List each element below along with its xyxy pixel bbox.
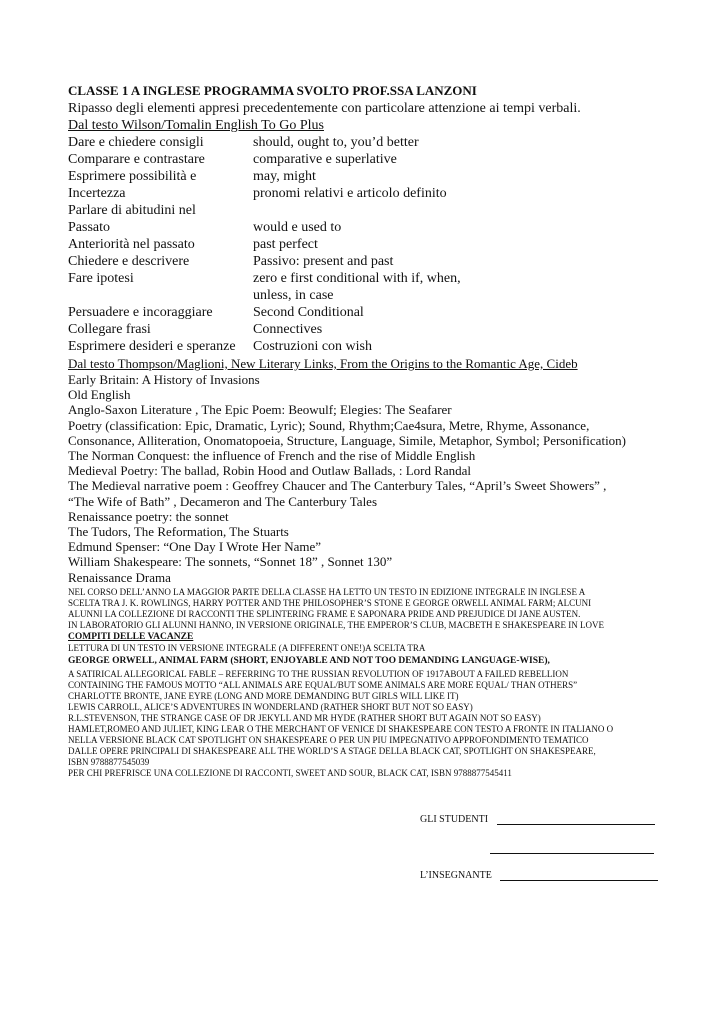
- signature-line: [497, 814, 655, 825]
- document-page: [68, 82, 668, 779]
- holiday-item: PER CHI PREFRISCE UNA COLLEZIONE DI RACCONTI, SWEET AND SOUR, BLACK CAT, ISBN 9788877545411: [68, 767, 512, 778]
- literature-item: Renaissance poetry: the sonnet: [68, 508, 229, 524]
- function-row: [68, 304, 668, 321]
- literature-item: Medieval Poetry: The ballad, Robin Hood and Outlaw Ballads, : Lord Randal: [68, 463, 472, 479]
- literature-item: The Medieval narrative poem : Geoffrey Chaucer and The Canterbury Tales, “April’s Sweet Showers” ,: [68, 478, 607, 494]
- grammar-topic: Connectives: [253, 322, 323, 337]
- grammar-topic: Passivo: present and past: [253, 254, 394, 269]
- intro-text: Ripasso degli elementi appresi precedentemente con particolare attenzione ai tempi verbali.: [68, 101, 581, 116]
- function-label: Comparare e contrastare: [68, 152, 205, 167]
- holiday-homework-heading: COMPITI DELLE VACANZE: [68, 631, 194, 642]
- grammar-topic: unless, in case: [253, 288, 334, 303]
- function-row: [68, 168, 668, 185]
- grammar-topic: pronomi relativi e articolo definito: [253, 186, 447, 201]
- function-label: Persuadere e incoraggiare: [68, 305, 213, 320]
- function-label: Collegare frasi: [68, 322, 151, 337]
- literature-item: William Shakespeare: The sonnets, “Sonnet 18” , Sonnet 130”: [68, 554, 393, 570]
- literature-item: Edmund Spenser: “One Day I Wrote Her Name”: [68, 539, 322, 555]
- section-heading-textbook: Dal testo Wilson/Tomalin English To Go Plus: [68, 118, 324, 133]
- holiday-item: R.L.STEVENSON, THE STRANGE CASE OF DR JEKYLL AND MR HYDE (RATHER SHORT BUT AGAIN NOT SO EASY): [68, 712, 541, 723]
- literature-item: The Tudors, The Reformation, The Stuarts: [68, 524, 289, 540]
- grammar-topic: comparative e superlative: [253, 152, 397, 167]
- function-row: [68, 202, 668, 219]
- holiday-item: CHARLOTTE BRONTE, JANE EYRE (LONG AND MORE DEMANDING BUT GIRLS WILL LIKE IT): [68, 690, 459, 701]
- function-row: [68, 338, 668, 355]
- literature-item: Old English: [68, 387, 131, 403]
- grammar-topic: Costruzioni con wish: [253, 339, 372, 354]
- literature-item: Consonance, Alliteration, Onomatopoeia, Structure, Language, Simile, Metaphor, Symbol; Personification): [68, 432, 627, 448]
- function-row: [68, 219, 668, 236]
- holiday-item: A SATIRICAL ALLEGORICAL FABLE – REFERRING TO THE RUSSIAN REVOLUTION OF 1917ABOUT A FAILED REBELLION: [68, 668, 569, 679]
- function-label: Dare e chiedere consigli: [68, 135, 204, 150]
- reading-notes: [68, 587, 668, 631]
- function-row: [68, 236, 668, 253]
- literature-item: “The Wife of Bath” , Decameron and The Canterbury Tales: [68, 493, 378, 509]
- section-heading-literature: Dal testo Thompson/Maglioni, New Literary Links, From the Origins to the Romantic Age, Cideb: [68, 356, 578, 371]
- function-label: Anteriorità nel passato: [68, 237, 195, 252]
- holiday-item: NELLA VERSIONE BLACK CAT SPOTLIGHT ON SHAKESPEARE O PER UN PIU IMPEGNATIVO APPROFONDIMENTO TEMATICO: [68, 734, 589, 745]
- teacher-signature: [420, 870, 658, 881]
- function-row: [68, 134, 668, 151]
- holiday-item: GEORGE ORWELL, ANIMAL FARM (SHORT, ENJOYABLE AND NOT TOO DEMANDING LANGUAGE-WISE),: [68, 655, 550, 666]
- literature-item: Renaissance Drama: [68, 569, 171, 585]
- holiday-item: DALLE OPERE PRINCIPALI DI SHAKESPEARE ALL THE WORLD’S A STAGE DELLA BLACK CAT, SPOTLIGHT ON SHAKESPEARE,: [68, 745, 596, 756]
- function-row: [68, 253, 668, 270]
- function-row: [68, 321, 668, 338]
- note-line: SCELTA TRA J. K. ROWLINGS, HARRY POTTER AND THE PHILOSOPHER’S STONE E GEORGE ORWELL ANIMAL FARM; ALCUNI: [68, 597, 592, 608]
- grammar-topic: Second Conditional: [253, 305, 364, 320]
- function-label: Fare ipotesi: [68, 271, 134, 286]
- function-row: [68, 270, 668, 287]
- students-signature: [420, 814, 655, 825]
- functions-table: [68, 134, 668, 355]
- holiday-item: LETTURA DI UN TESTO IN VERSIONE INTEGRALE (A DIFFERENT ONE!)A SCELTA TRA: [68, 642, 426, 653]
- literature-item: Early Britain: A History of Invasions: [68, 372, 260, 387]
- function-label: Incertezza: [68, 186, 126, 201]
- literature-item: Anglo-Saxon Literature , The Epic Poem: Beowulf; Elegies: The Seafarer: [68, 402, 452, 418]
- function-label: Parlare di abitudini nel: [68, 203, 196, 218]
- literature-item: Poetry (classification: Epic, Dramatic, Lyric); Sound, Rhythm;Cae4sura, Metre, Rhyme, Assonance,: [68, 417, 590, 433]
- holiday-item: CONTAINING THE FAMOUS MOTTO “ALL ANIMALS ARE EQUAL/BUT SOME ANIMALS ARE MORE EQUAL/ THAN OTHERS”: [68, 679, 578, 690]
- function-row: [68, 287, 668, 304]
- document-title: CLASSE 1 A INGLESE PROGRAMMA SVOLTO PROF.SSA LANZONI: [68, 83, 477, 98]
- grammar-topic: would e used to: [253, 220, 342, 235]
- students-signature-line-2: [490, 843, 654, 854]
- grammar-topic: past perfect: [253, 237, 318, 252]
- function-row: [68, 185, 668, 202]
- students-label: GLI STUDENTI: [420, 814, 489, 825]
- literature-item: The Norman Conquest: the influence of French and the rise of Middle English: [68, 448, 476, 464]
- teacher-label: L’INSEGNANTE: [420, 870, 492, 881]
- note-line: NEL CORSO DELL’ANNO LA MAGGIOR PARTE DELLA CLASSE HA LETTO UN TESTO IN EDIZIONE INTEGRALE IN INGLESE A: [68, 586, 586, 597]
- function-label: Esprimere possibilità e: [68, 169, 197, 184]
- holiday-item: ISBN 9788877545039: [68, 756, 150, 767]
- note-line: ALUNNI LA COLLEZIONE DI RACCONTI THE SPLINTERING FRAME E SAPONARA PRIDE AND PREJUDICE DI JANE AUSTEN.: [68, 608, 581, 619]
- grammar-topic: zero e first conditional with if, when,: [253, 271, 461, 286]
- grammar-topic: may, might: [253, 169, 316, 184]
- holiday-item: HAMLET,ROMEO AND JULIET, KING LEAR O THE MERCHANT OF VENICE DI SHAKESPEARE CON TESTO A FRONTE IN ITALIANO O: [68, 723, 614, 734]
- signature-line: [500, 870, 658, 881]
- function-row: [68, 151, 668, 168]
- grammar-topic: should, ought to, you’d better: [253, 135, 419, 150]
- holiday-homework-list: [68, 643, 668, 779]
- literature-list: [68, 372, 668, 585]
- function-label: Esprimere desideri e speranze: [68, 339, 236, 354]
- function-label: Passato: [68, 220, 110, 235]
- signature-line: [490, 843, 654, 854]
- holiday-item: LEWIS CARROLL, ALICE’S ADVENTURES IN WONDERLAND (RATHER SHORT BUT NOT SO EASY): [68, 701, 473, 712]
- function-label: Chiedere e descrivere: [68, 254, 190, 269]
- note-line: IN LABORATORIO GLI ALUNNI HANNO, IN VERSIONE ORIGINALE, THE EMPEROR’S CLUB, MACBETH E SHAKESPEARE IN LOVE: [68, 619, 604, 630]
